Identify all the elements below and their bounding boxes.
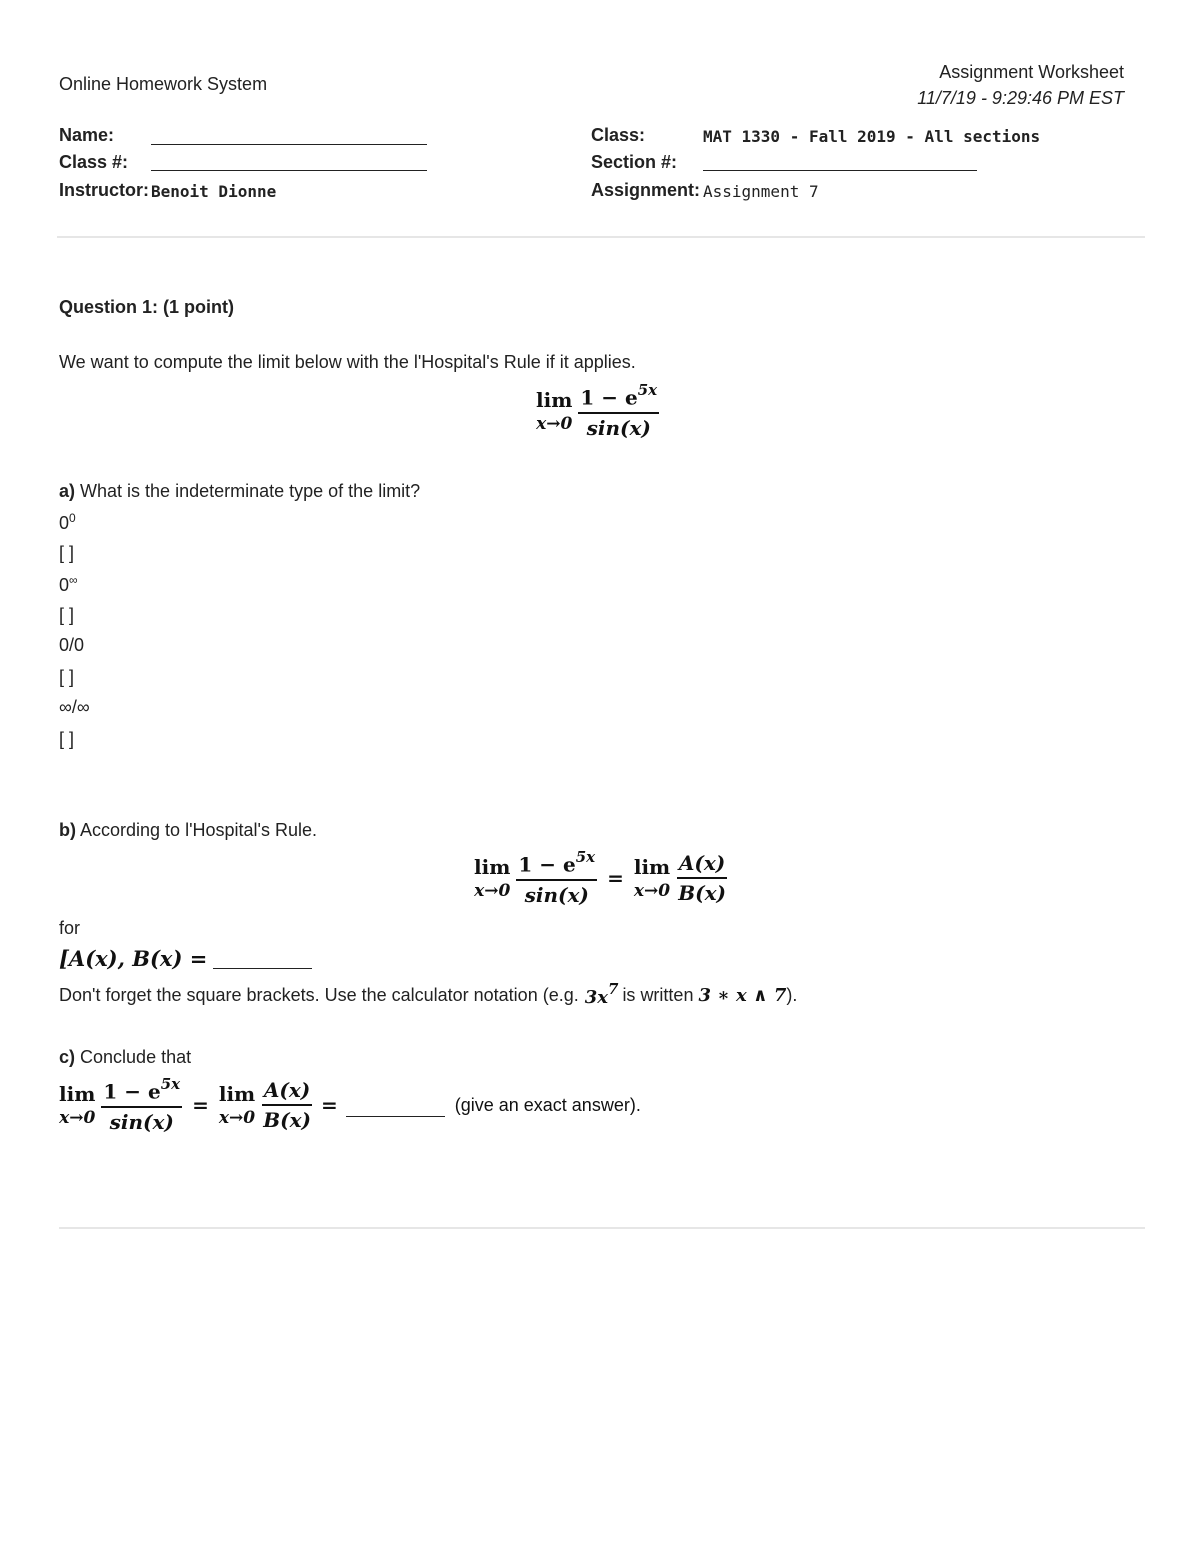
assignment-value: Assignment 7 <box>703 182 819 201</box>
class-num-field[interactable] <box>151 170 427 171</box>
part-c-prompt: c) Conclude that <box>59 1047 192 1067</box>
instructor-value: Benoit Dionne <box>151 182 277 201</box>
class-value: MAT 1330 - Fall 2019 - All sections <box>703 127 1041 146</box>
lim-operator: lim x→0 <box>536 388 573 435</box>
part-b-answer-field[interactable] <box>213 968 312 969</box>
equals-sign: = <box>607 866 624 891</box>
option-text-1: $0^0$ <box>59 511 76 533</box>
part-a-prompt: a) What is the indeterminate type of the limit? <box>59 481 421 501</box>
lim-operator: lim x→0 <box>59 1082 96 1129</box>
doc-title: Assignment Worksheet <box>939 62 1124 82</box>
limit-fraction: $\frac{1 - e^{5x}}{\sin(x)}$ <box>580 381 658 440</box>
option-checkbox-2[interactable]: [ ] <box>59 605 75 625</box>
instructor-label: Instructor: <box>59 180 149 200</box>
bracket-expression: [A(x), B(x) = <box>59 946 208 971</box>
original-fraction: $\frac{1 - e^{5x}}{\sin(x)}$ <box>518 848 596 907</box>
lim-operator: lim x→0 <box>218 1082 256 1129</box>
part-b-prompt: b) According to l'Hospital's Rule. <box>59 820 317 840</box>
derivative-fraction: $\frac{A(x)}{B(x)}$ <box>678 851 726 906</box>
derivative-fraction: $\frac{A(x)}{B(x)}$ <box>263 1078 311 1133</box>
assignment-label: Assignment: <box>591 180 701 200</box>
header-divider <box>57 236 1145 238</box>
section-field[interactable] <box>703 170 977 171</box>
part-c-answer-field[interactable] <box>346 1116 445 1117</box>
option-checkbox-4[interactable]: [ ] <box>59 729 75 749</box>
class-num-label: Class #: <box>59 152 129 172</box>
timestamp: 11/7/19 - 9:29:46 PM EST <box>917 88 1124 108</box>
question-title: Question 1: (1 point) <box>59 297 234 317</box>
lim-operator: lim x→0 <box>474 855 511 902</box>
conclusion-expression: lim x→0 $\frac{1 - e^{5x}}{\sin(x)}$ = lim x→0 $\frac{A(x)}{B(x)}$ = (give an exact answer). <box>59 1075 641 1134</box>
footer-divider <box>59 1227 1145 1229</box>
option-text-4: ∞/∞ <box>59 697 90 717</box>
part-b-answer-row <box>59 946 312 971</box>
question-intro: We want to compute the limit below with the l'Hospital's Rule if it applies. <box>59 352 636 372</box>
class-label: Class: <box>591 125 646 145</box>
lhospital-expression <box>474 850 728 907</box>
system-name: Online Homework System <box>59 74 268 94</box>
part-b-note: Don't forget the square brackets. Use the calculator notation (e.g. $3x^7$ is written 3 ∗ x ∧ 7 ). <box>59 980 798 1008</box>
name-field[interactable] <box>151 144 427 145</box>
original-fraction: $\frac{1 - e^{5x}}{\sin(x)}$ <box>103 1075 181 1134</box>
option-text-2: 0∞ <box>59 573 78 595</box>
lim-operator: lim x→0 <box>633 855 671 902</box>
for-text: for <box>59 918 81 938</box>
option-checkbox-3[interactable]: [ ] <box>59 667 75 687</box>
limit-expression <box>536 383 659 440</box>
part-c-suffix: (give an exact answer). <box>454 1094 641 1115</box>
option-text-3: 0/0 <box>59 635 85 655</box>
option-checkbox-1[interactable]: [ ] <box>59 543 75 563</box>
section-label: Section #: <box>591 152 678 172</box>
name-label: Name: <box>59 125 115 145</box>
